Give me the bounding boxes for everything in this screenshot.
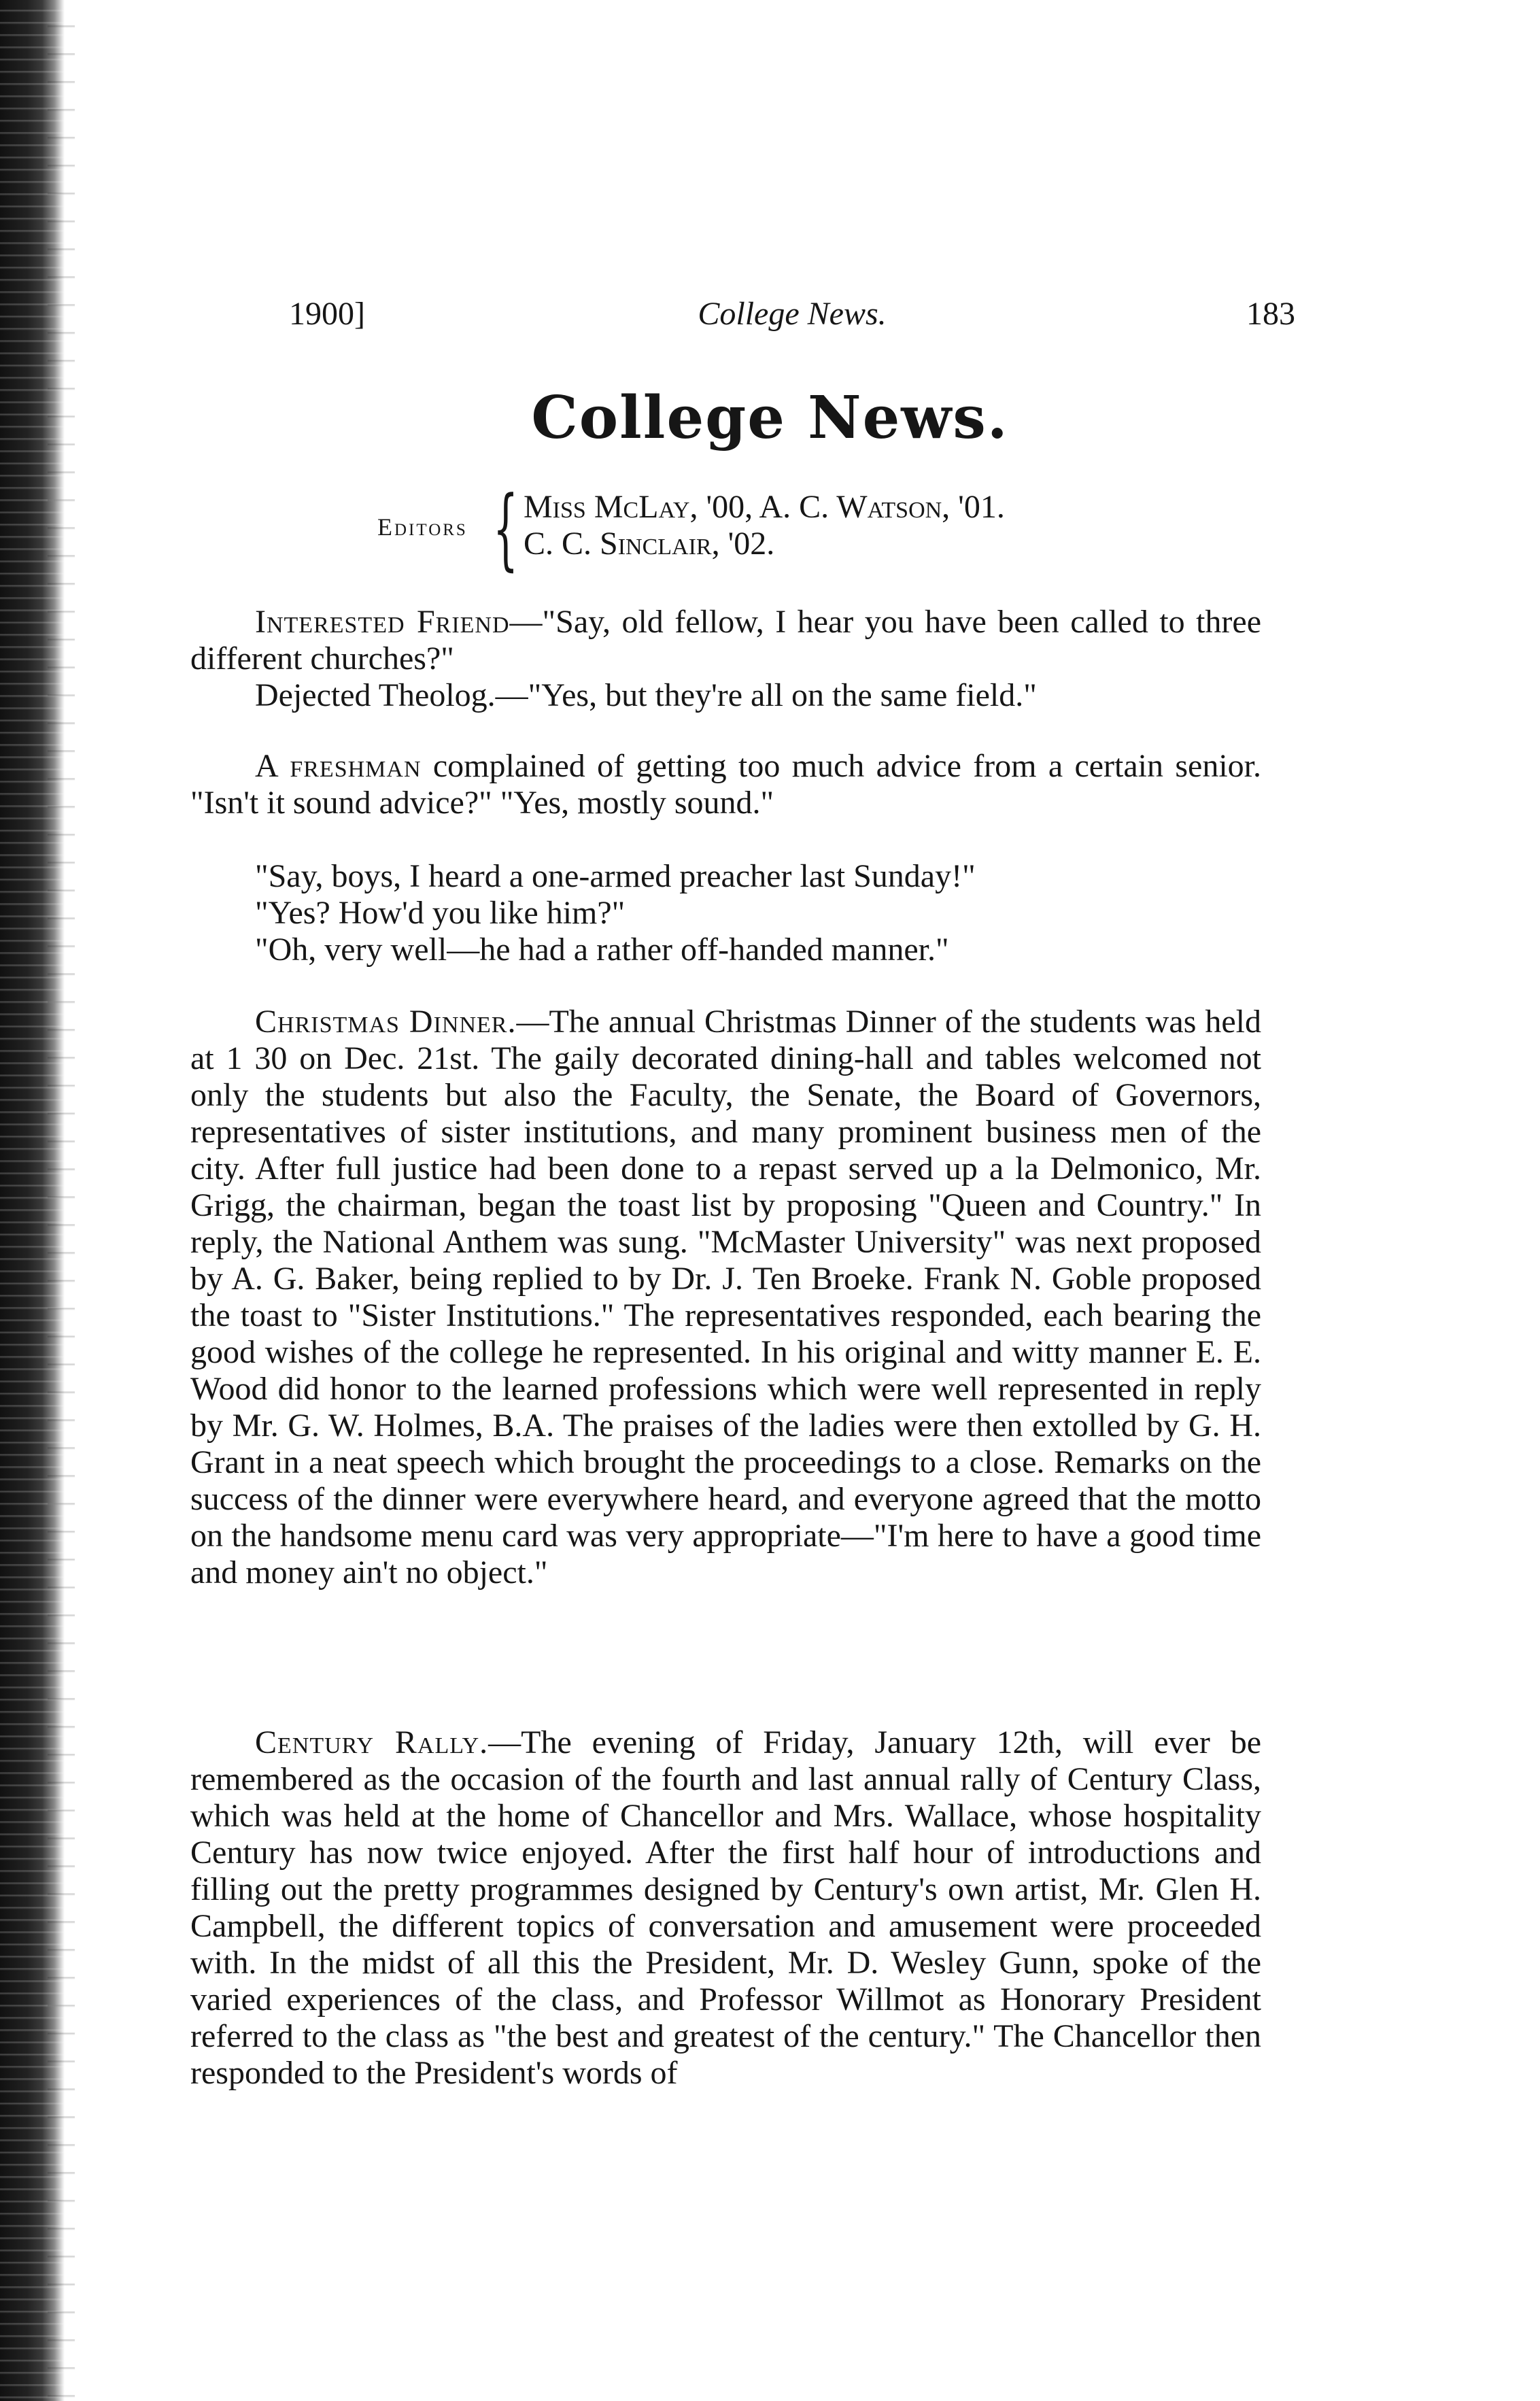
joke2-paragraph <box>190 748 1261 821</box>
century-heading: Century Rally. <box>255 1724 489 1760</box>
joke1-question <box>190 604 1261 677</box>
editors-label: Editors <box>377 513 468 541</box>
editors-line-1: Miss McLay, '00, A. C. Watson, '01. <box>524 489 1005 525</box>
joke2-lead: A freshman <box>255 748 422 784</box>
christmas-paragraph <box>190 1004 1261 1591</box>
christmas-text: —The annual Christmas Dinner of the students was held at 1 30 on Dec. 21st. The gaily decorated dining-hall and tables welcomed not only the students but also the Faculty, the Senate, the Board of Governors, representatives of sister institutions, and many prominent business men of the city. After full justice had been done to a repast served up a la Delmonico, Mr. Grigg, the chairman, began the toast list by proposing "Queen and Country." In reply, the National Anthem was sung. "McMaster University" was next proposed by A. G. Baker, being replied to by Dr. J. Ten Broeke. Frank N. Goble proposed the toast to "Sister Institutions." The representatives responded, each bearing the good wishes of the college he represented. In his original and witty manner E. E. Wood did honor to the learned professions which were well represented in reply by Mr. G. W. Holmes, B.A. The praises of the ladies were then extolled by G. H. Grant in a neat speech which brought the proceedings to a close. Remarks on the success of the dinner were everywhere heard, and everyone agreed that the motto on the handsome menu card was very appropriate—"I'm here to have a good time and money ain't no object." <box>190 1004 1261 1590</box>
running-head <box>289 294 1295 335</box>
binding-shadow <box>48 0 75 2401</box>
article-christmas-dinner <box>190 1004 1261 1591</box>
brace-icon: { <box>493 477 519 580</box>
joke1-answer: Dejected Theolog.—"Yes, but they're all on the same field." <box>255 677 1037 713</box>
editors-block <box>377 477 1261 580</box>
joke2-text: complained of getting too much advice from a certain senior. "Isn't it sound advice?" "Yes, mostly sound." <box>190 748 1261 821</box>
joke-one-armed-preacher <box>190 858 1261 968</box>
century-paragraph <box>190 1724 1261 2092</box>
christmas-heading: Christmas Dinner. <box>255 1004 517 1040</box>
running-head-year: 1900] <box>289 296 365 332</box>
section-title: College News. <box>531 384 1009 452</box>
joke3-line-3: "Oh, very well—he had a rather off-handed manner." <box>255 932 949 968</box>
running-head-title: College News. <box>698 296 887 332</box>
editors-line-2: C. C. Sinclair, '02. <box>524 526 775 562</box>
joke-freshman <box>190 748 1261 821</box>
joke-interested-friend <box>190 604 1261 714</box>
century-text: —The evening of Friday, January 12th, will ever be remembered as the occasion of the fourth and last annual rally of Century Class, which was held at the home of Chancellor and Mrs. Wallace, whose hospitality Century has now twice enjoyed. After the first half hour of introductions and filling out the pretty programmes designed by Century's own artist, Mr. Glen H. Campbell, the different topics of conversation and amusement were proceeded with. In the midst of all this the President, Mr. D. Wesley Gunn, spoke of the varied experiences of the class, and Professor Willmot as Honorary President referred to the class as "the best and greatest of the century." The Chancellor then responded to the President's words of <box>190 1724 1261 2091</box>
joke3-line-2: "Yes? How'd you like him?" <box>255 895 626 931</box>
joke1-question-text: —"Say, old fellow, I hear you have been called to three different churches?" <box>190 604 1262 677</box>
article-century-rally <box>190 1724 1261 2092</box>
page-number: 183 <box>1246 296 1295 332</box>
joke3-line-1: "Say, boys, I heard a one-armed preacher last Sunday!" <box>255 858 976 894</box>
joke1-speaker: Interested Friend <box>255 604 510 640</box>
